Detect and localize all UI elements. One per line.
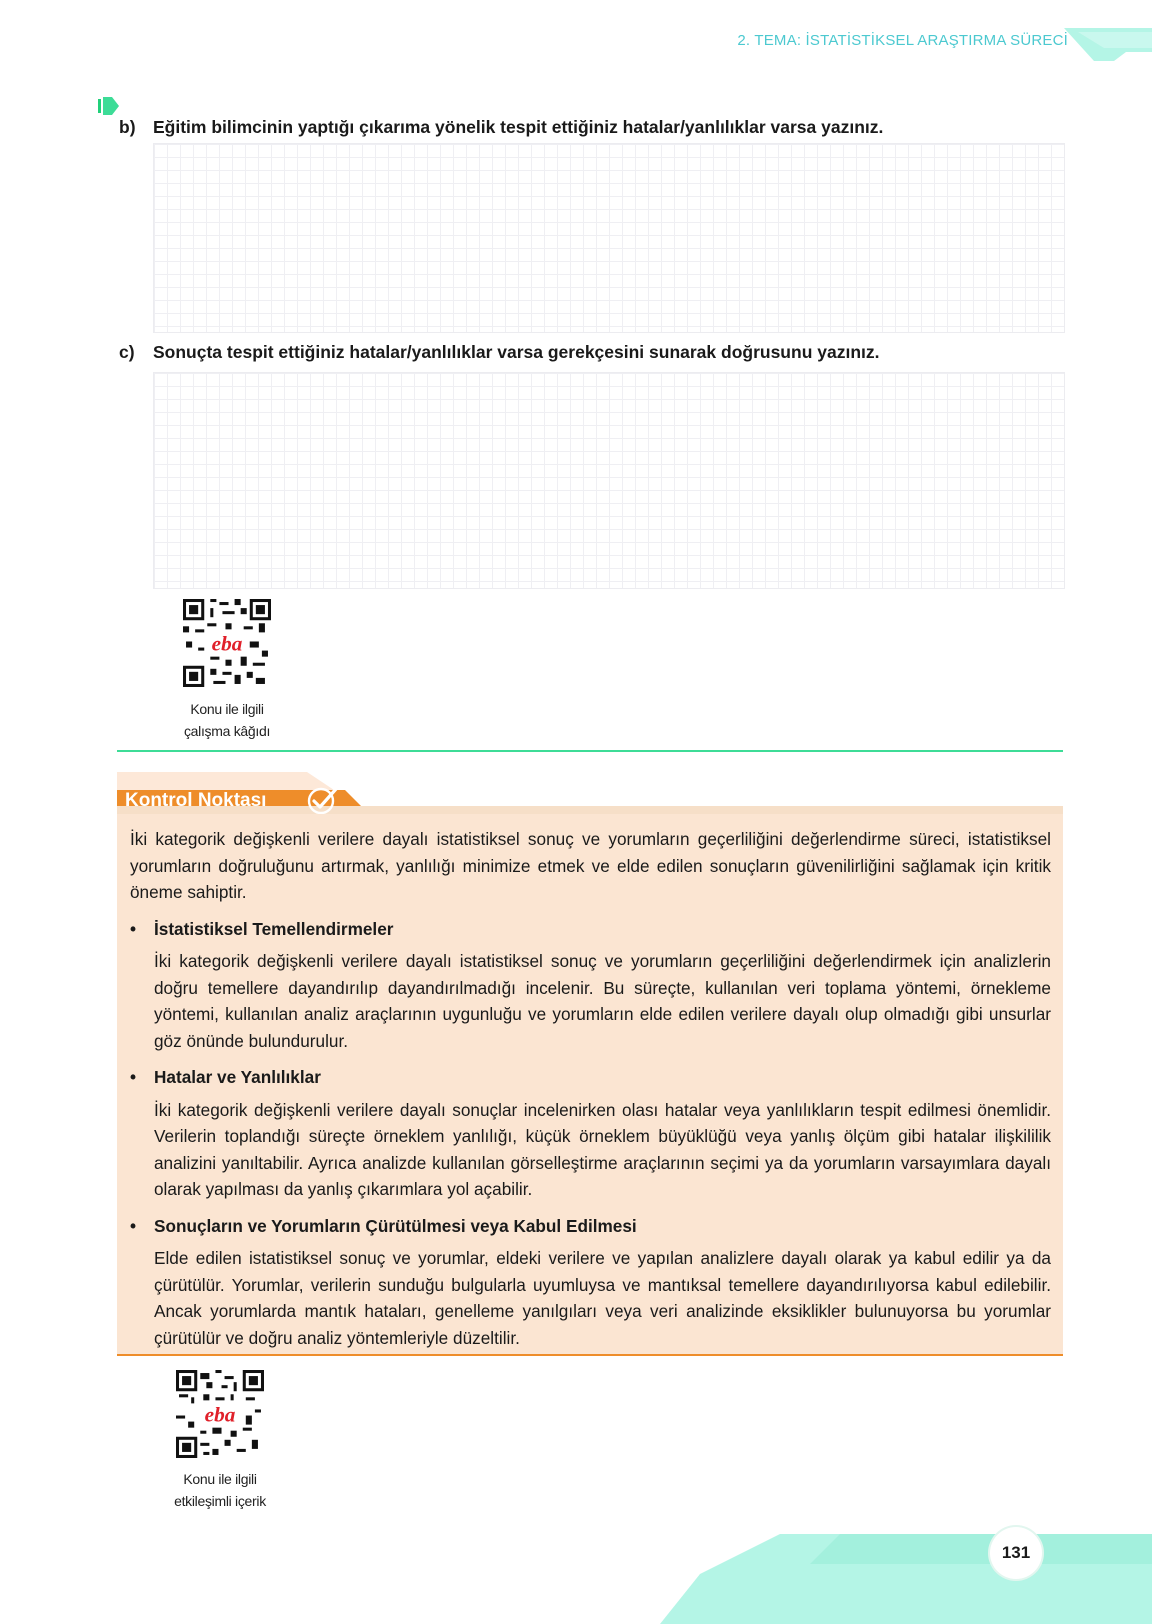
header-title: 2. TEMA: İSTATİSTİKSEL ARAŞTIRMA SÜRECİ (737, 32, 1068, 49)
question-b (119, 117, 883, 138)
kontrol-content (130, 826, 1051, 1351)
qr-code-interactive[interactable] (176, 1370, 264, 1458)
caption-line: Konu ile ilgili (190, 701, 264, 717)
qr-caption-interactive (150, 1468, 290, 1512)
question-text: Sonuçta tespit ettiğiniz hatalar/yanlılıklar varsa gerekçesini sunarak doğrusunu yazınız. (153, 342, 880, 362)
bullet-title: • Sonuçların ve Yorumların Çürütülmesi veya Kabul Edilmesi (130, 1213, 1051, 1240)
question-letter: b) (119, 117, 136, 137)
arrow-icon (98, 96, 120, 116)
page-number: 131 (990, 1527, 1042, 1579)
qr-caption-worksheet (157, 698, 297, 742)
bullet-body: Elde edilen istatistiksel sonuç ve yorumlar, eldeki verilere ve yapılan analizlere dayalı olarak ya kabul edilir ya da çürütülür. Yorumlar, verilerin sunduğu bulgularla uyumluysa ve mantıksal temellere dayandırılıyorsa kabul edilebilir. Ancak yorumlarda mantık hataları, genelleme yanılgıları veya veri analizinde eksiklikler bulunuyorsa bu yorumlar çürütülür ve doğru analiz yöntemleriyle düzeltilir. (154, 1248, 1051, 1348)
bullet-body: İki kategorik değişkenli verilere dayalı istatistiksel sonuç ve yorumların geçerliliğini değerlendirmek için analizlerin doğru temellere dayandırılıp dayandırılmadığı incelenir. Bu süreçte, kullanılan veri toplama yöntemi, örnekleme yöntemi, kullanılan analiz araçlarının uygunluğu ve yorumların elde edilen verilere dayalı olup olmadığı gibi unsurlar göz önünde bulundurulur. (154, 951, 1051, 1051)
answer-grid-b[interactable] (153, 143, 1065, 333)
check-icon (306, 786, 340, 816)
question-letter: c) (119, 342, 135, 362)
answer-grid-c[interactable] (153, 372, 1065, 589)
question-text: Eğitim bilimcinin yaptığı çıkarıma yönelik tespit ettiğiniz hatalar/yanlılıklar varsa yazınız. (153, 117, 884, 137)
bullet-title: • İstatistiksel Temellendirmeler (130, 916, 1051, 943)
bullet-title: • Hatalar ve Yanlılıklar (130, 1064, 1051, 1091)
caption-line: Konu ile ilgili (183, 1471, 257, 1487)
question-c (119, 342, 879, 363)
qr-code-worksheet[interactable] (183, 599, 271, 687)
eba-logo: eba (211, 631, 243, 656)
bullet-body: İki kategorik değişkenli verilere dayalı sonuçlar incelenirken olası hatalar veya yanlılıkların tespit edilmesi önemlidir. Verilerin toplandığı süreçte örneklem yanlılığı, küçük örneklem büyüklüğü veya yanlış ölçüm gibi hatalar ilişkililik analizini yanıltabilir. Ayrıca analizde kullanılan görselleştirme araçlarının seçimi ya da yorumların varsayımlara dayalı olarak yapılması da yanlış çıkarımlara yol açabilir. (154, 1099, 1051, 1199)
footer-decoration (660, 1534, 1152, 1624)
kontrol-intro: İki kategorik değişkenli verilere dayalı istatistiksel sonuç ve yorumların geçerliliğini değerlendirme süreci, istatistiksel yorumların doğruluğunu artırmak, yanlılığı minimize etmek ve elde edilen sonuçların güvenilirliğini sağlamak için kritik öneme sahiptir. (130, 829, 1051, 902)
divider (117, 750, 1063, 752)
header-tab-decoration (1064, 28, 1152, 64)
eba-logo: eba (204, 1402, 236, 1427)
kontrol-label: Kontrol Noktası (125, 790, 267, 811)
caption-line: çalışma kâğıdı (183, 723, 271, 739)
caption-line: etkileşimli içerik (174, 1493, 266, 1509)
